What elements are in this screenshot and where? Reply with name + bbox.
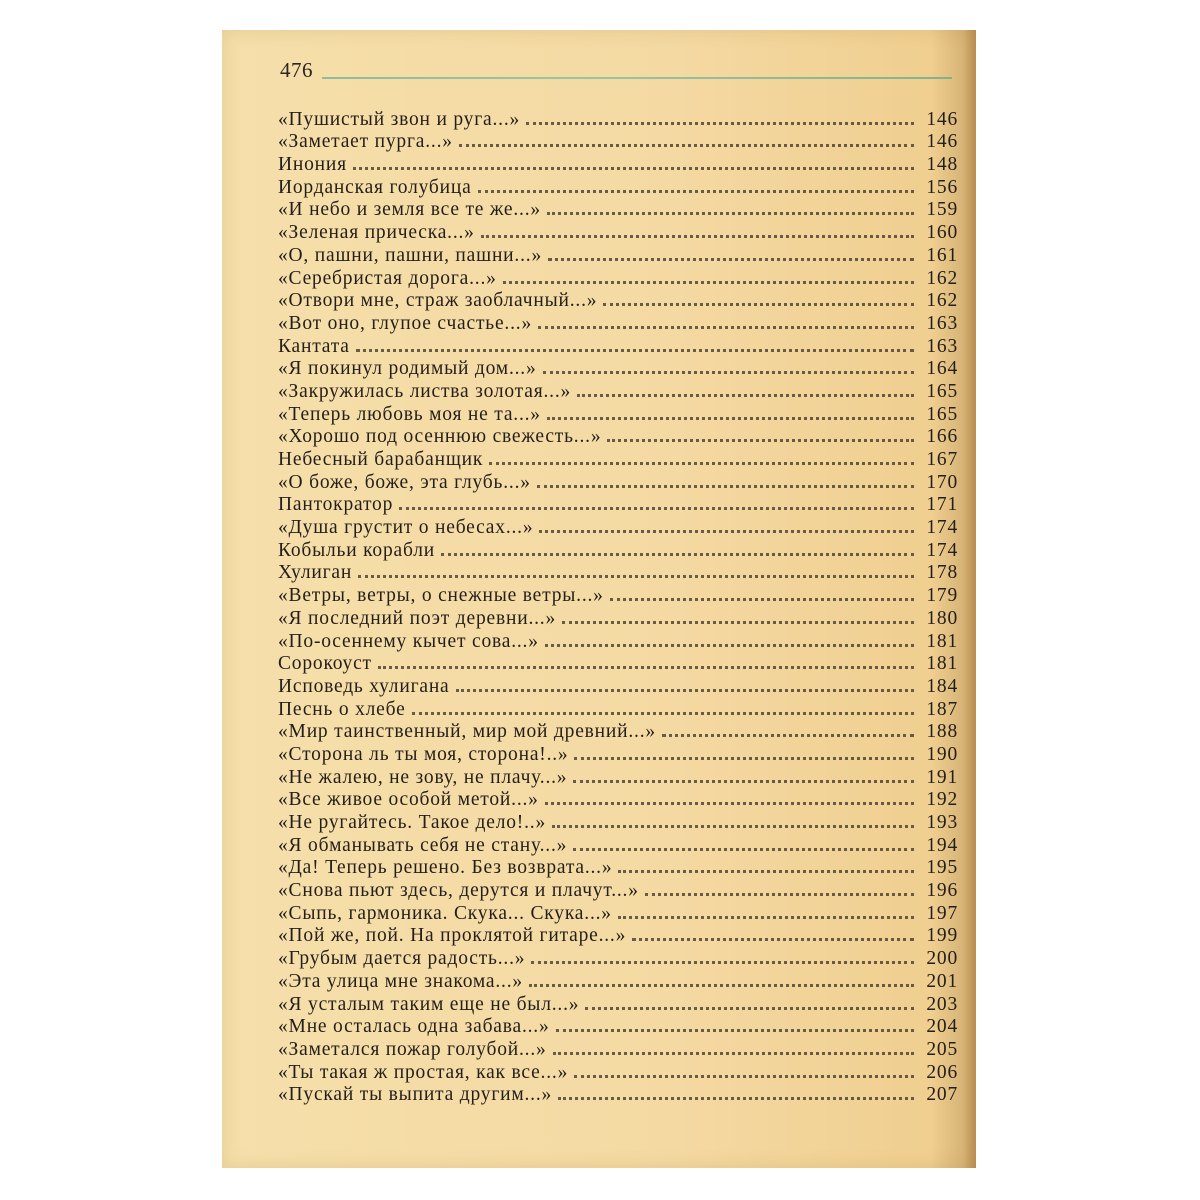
toc-entry-page: 184	[926, 675, 958, 697]
dot-leader	[538, 326, 914, 329]
page-number: 476	[280, 58, 313, 82]
toc-entry-page: 204	[926, 1016, 958, 1038]
dot-leader	[545, 644, 914, 647]
toc-entry	[278, 584, 958, 607]
toc-entry-page: 161	[926, 244, 958, 266]
toc-entry	[278, 902, 958, 925]
toc-entry	[278, 153, 958, 176]
toc-entry-page: 163	[926, 335, 958, 357]
toc-entry-page: 174	[926, 517, 958, 539]
toc-entry-title: «Снова пьют здесь, дерутся и плачут...»	[278, 880, 639, 902]
toc-entry	[278, 879, 958, 902]
dot-leader	[478, 190, 914, 193]
toc-entry	[278, 199, 958, 222]
toc-entry-title: «Все живое особой метой...»	[278, 789, 539, 811]
toc-entry-page: 164	[926, 358, 958, 380]
toc-entry-title: «Я обманывать себя не стану...»	[278, 834, 568, 856]
dot-leader	[662, 734, 914, 737]
dot-leader	[526, 122, 914, 125]
toc-entry	[278, 607, 958, 630]
toc-entry-page: 187	[926, 698, 958, 720]
dot-leader	[558, 1097, 914, 1100]
toc-entry-title: Иорданская голубица	[278, 176, 472, 198]
toc-entry-title: «Сторона ль ты моя, сторона!..»	[278, 743, 569, 765]
dot-leader	[412, 712, 914, 715]
toc-entry-title: «Да! Теперь решено. Без возврата...»	[278, 857, 613, 879]
dot-leader	[481, 235, 914, 238]
toc-entry	[278, 721, 958, 744]
toc-entry-title: «Я усталым таким еще не был...»	[278, 993, 580, 1015]
toc-entry-title: Песнь о хлебе	[278, 698, 406, 720]
toc-entry	[278, 358, 958, 381]
toc-entry-title: «Отвори мне, страж заоблачный...»	[278, 290, 598, 312]
dot-leader	[529, 984, 914, 987]
dot-leader	[603, 303, 914, 306]
toc-entry	[278, 993, 958, 1016]
toc-entry	[278, 766, 958, 789]
toc-entry	[278, 403, 958, 426]
header-rule	[322, 77, 952, 79]
toc-entry	[278, 1061, 958, 1084]
toc-entry-page: 191	[926, 766, 958, 788]
dot-leader	[531, 961, 914, 964]
toc-entry	[278, 630, 958, 653]
dot-leader	[543, 371, 914, 374]
toc-entry-page: 196	[926, 880, 958, 902]
toc-entry-page: 162	[926, 267, 958, 289]
toc-entry-page: 194	[926, 834, 958, 856]
toc-entry	[278, 426, 958, 449]
toc-entry	[278, 789, 958, 812]
toc-entry-page: 181	[926, 630, 958, 652]
toc-entry-page: 160	[926, 222, 958, 244]
toc-entry-title: «Мне осталась одна забава...»	[278, 1016, 550, 1038]
toc-entry-title: «Грубым дается радость...»	[278, 948, 526, 970]
toc-entry-page: 180	[926, 607, 958, 629]
toc-entry-page: 203	[926, 993, 958, 1015]
toc-entry	[278, 312, 958, 335]
toc-entry-title: Хулиган	[278, 562, 353, 584]
toc-entry	[278, 267, 958, 290]
toc-entry-title: Пантократор	[278, 494, 394, 516]
dot-leader	[353, 167, 914, 170]
dot-leader	[356, 349, 914, 352]
toc-entry	[278, 448, 958, 471]
toc-entry	[278, 857, 958, 880]
toc-entry-page: 207	[926, 1084, 958, 1106]
toc-entry	[278, 834, 958, 857]
toc-entry-title: Кобыльи корабли	[278, 539, 435, 561]
dot-leader	[562, 621, 914, 624]
toc-entry-page: 193	[926, 812, 958, 833]
toc-entry	[278, 539, 958, 562]
toc-entry-page: 200	[926, 948, 958, 970]
toc-entry-page: 165	[926, 403, 958, 425]
toc-entry-page: 171	[926, 494, 958, 516]
toc-entry-title: Кантата	[278, 335, 350, 357]
toc-entry-title: «Эта улица мне знакома...»	[278, 970, 523, 992]
dot-leader	[459, 144, 914, 147]
toc-entry-page: 199	[926, 925, 958, 947]
toc-entry-title: «Пушистый звон и руга...»	[278, 108, 521, 130]
dot-leader	[645, 893, 914, 896]
toc-entry-title: Небесный барабанщик	[278, 449, 484, 470]
toc-entry	[278, 516, 958, 539]
dot-leader	[503, 281, 914, 284]
toc-entry-title: «Не ругайтесь. Такое дело!..»	[278, 812, 546, 833]
toc-entry-title: «Хорошо под осеннюю свежесть...»	[278, 426, 602, 448]
toc-entry-title: «Душа грустит о небесах...»	[278, 517, 534, 539]
toc-entry	[278, 176, 958, 199]
toc-entry-title: «Я покинул родимый дом...»	[278, 358, 537, 380]
toc-entry-page: 166	[926, 426, 958, 448]
dot-leader	[553, 1052, 914, 1055]
dot-leader	[618, 916, 914, 919]
toc-entry	[278, 562, 958, 585]
toc-entry	[278, 335, 958, 358]
toc-entry-title: «Закружилась листва золотая...»	[278, 380, 572, 402]
dot-leader	[573, 848, 914, 851]
dot-leader	[378, 666, 914, 669]
toc-entry	[278, 970, 958, 993]
toc-entry-page: 201	[926, 970, 958, 992]
toc-entry-title: «Вот оно, глупое счастье...»	[278, 312, 533, 334]
toc-entry-page: 163	[926, 312, 958, 334]
toc-entry-page: 167	[926, 449, 958, 470]
toc-entry-page: 148	[926, 154, 958, 176]
toc-entry-page: 192	[926, 789, 958, 811]
toc-entry	[278, 380, 958, 403]
book-page	[222, 30, 976, 1168]
dot-leader	[547, 417, 914, 420]
toc-entry-title: «Заметает пурга...»	[278, 131, 453, 153]
toc-entry	[278, 131, 958, 154]
dot-leader	[548, 258, 914, 261]
toc-entry-page: 146	[926, 131, 958, 153]
dot-leader	[577, 394, 914, 397]
toc-entry-title: «И небо и земля все те же...»	[278, 199, 541, 221]
dot-leader	[456, 689, 914, 692]
toc-entry	[278, 1016, 958, 1039]
dot-leader	[607, 439, 914, 442]
toc-entry-page: 188	[926, 721, 958, 743]
dot-leader	[545, 802, 914, 805]
toc-entry-title: Исповедь хулигана	[278, 675, 450, 697]
toc-entry-page: 146	[926, 108, 958, 130]
toc-entry	[278, 653, 958, 676]
dot-leader	[573, 780, 914, 783]
toc-entry	[278, 494, 958, 517]
toc-entry	[278, 925, 958, 948]
toc-entry	[278, 811, 958, 834]
toc-entry	[278, 743, 958, 766]
toc-entry-page: 162	[926, 290, 958, 312]
page-edge-shadow	[964, 30, 976, 1168]
dot-leader	[547, 212, 914, 215]
toc-entry-title: «Серебристая дорога...»	[278, 267, 497, 289]
toc-entry-page: 206	[926, 1061, 958, 1083]
dot-leader	[489, 462, 914, 465]
toc-entry-title: «Пой же, пой. На проклятой гитаре...»	[278, 925, 627, 947]
toc-entry	[278, 290, 958, 313]
toc-entry-page: 195	[926, 857, 958, 879]
toc-entry	[278, 1084, 958, 1107]
dot-leader	[574, 1075, 914, 1078]
toc-entry-title: «Зеленая прическа...»	[278, 222, 475, 244]
toc-entry-title: «Ветры, ветры, о снежные ветры...»	[278, 585, 604, 607]
toc-entry-title: «Сыпь, гармоника. Скука... Скука...»	[278, 902, 612, 924]
toc-entry-page: 205	[926, 1038, 958, 1060]
toc-entry-title: «По-осеннему кычет сова...»	[278, 630, 539, 652]
dot-leader	[610, 598, 914, 601]
toc-entry-page: 174	[926, 539, 958, 561]
dot-leader	[537, 485, 914, 488]
toc-entry-title: «Теперь любовь моя не та...»	[278, 403, 541, 425]
toc-entry	[278, 1038, 958, 1061]
toc-entry-page: 165	[926, 380, 958, 402]
toc-entry-title: «Ты такая ж простая, как все...»	[278, 1061, 569, 1083]
toc-entry-title: «О, пашни, пашни, пашни...»	[278, 244, 542, 266]
toc-entry-title: «Не жалею, не зову, не плачу...»	[278, 766, 568, 788]
toc-entry	[278, 698, 958, 721]
dot-leader	[441, 553, 914, 556]
toc-entry-title: «Пускай ты выпита другим...»	[278, 1084, 553, 1106]
dot-leader	[585, 1007, 914, 1010]
dot-leader	[539, 530, 914, 533]
toc-entry-page: 190	[926, 743, 958, 765]
toc-entry	[278, 221, 958, 244]
page-header	[280, 58, 952, 86]
toc-entry-page: 170	[926, 471, 958, 493]
table-of-contents	[278, 108, 958, 1106]
dot-leader	[574, 757, 914, 760]
dot-leader	[618, 870, 914, 873]
dot-leader	[632, 938, 914, 941]
toc-entry-title: Инония	[278, 154, 347, 176]
toc-entry	[278, 947, 958, 970]
toc-entry-title: Сорокоуст	[278, 653, 372, 675]
toc-entry-title: «Я последний поэт деревни...»	[278, 607, 557, 629]
dot-leader	[556, 1029, 914, 1032]
toc-entry	[278, 471, 958, 494]
toc-entry	[278, 108, 958, 131]
toc-entry-page: 156	[926, 176, 958, 198]
toc-entry-page: 179	[926, 585, 958, 607]
toc-entry-page: 178	[926, 562, 958, 584]
dot-leader	[552, 825, 914, 828]
toc-entry	[278, 244, 958, 267]
toc-entry-page: 159	[926, 199, 958, 221]
toc-entry-title: «О боже, боже, эта глубь...»	[278, 471, 531, 493]
toc-entry-page: 181	[926, 653, 958, 675]
toc-entry	[278, 675, 958, 698]
toc-entry-page: 197	[926, 902, 958, 924]
dot-leader	[358, 575, 914, 578]
toc-entry-title: «Заметался пожар голубой...»	[278, 1038, 547, 1060]
toc-entry-title: «Мир таинственный, мир мой древний...»	[278, 721, 656, 743]
dot-leader	[399, 507, 914, 510]
